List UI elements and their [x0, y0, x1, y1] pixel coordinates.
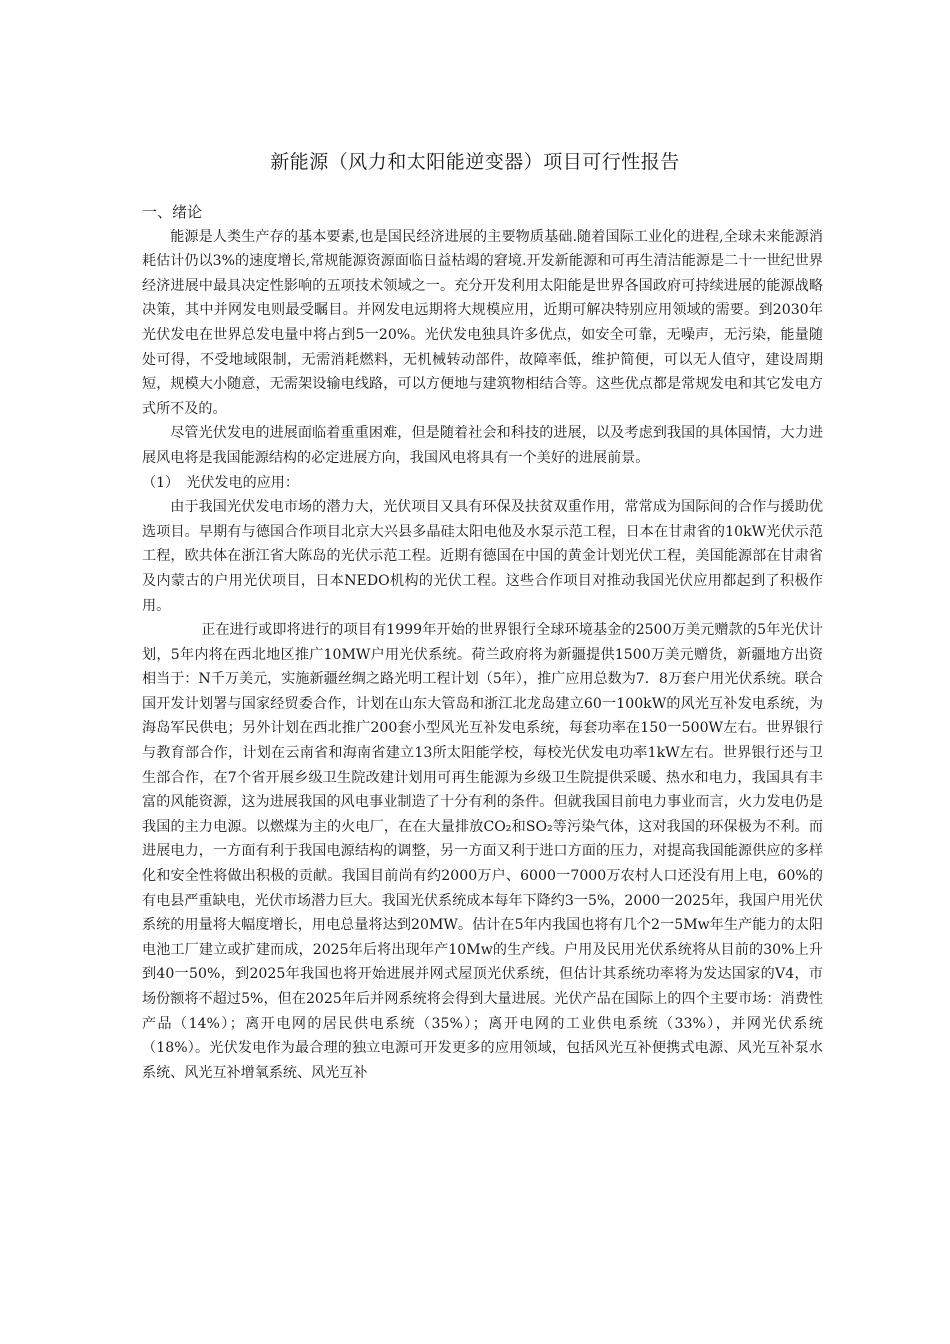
paragraph-projects: 正在进行或即将进行的项目有1999年开始的世界银行全球环境基金的2500万美元赠款的5年光伏计划，5年内将在西北地区推广10MW户用光伏系统。荷兰政府将为新疆提供1500万美元赠货，新疆地方出资相当于：N千万美元，实施新疆丝绸之路光明工程计划（5年），推广应用总数为7．8万套户用光伏系统。联合国开发计划署与国家经贸委合作，计划在山东大管岛和浙江北龙岛建立60一100kW的风光互补发电系统，为海岛军民供电；另外计划在西北推广200套小型风光互补发电系统，每套功率在150一500W左右。世界银行与教育部合作，计划在云南省和海南省建立13所太阳能学校，每校光伏发电功率1kW左右。世界银行还与卫生部合作，在7个省开展乡级卫生院改建计划用可再生能源为乡级卫生院提供采暖、热水和电力，我国具有丰富的风能资源，这为进展我国的风电事业制造了十分有利的条件。但就我国目前电力事业而言，火力发电仍是我国的主力电源。以燃煤为主的火电厂，在在大量排放CO₂和SO₂等污染气体，这对我国的环保极为不利。而进展电力，一方面有利于我国电源结构的调整，另一方面又利于进口方面的压力，对提高我国能源供应的多样化和安全性将做出积极的贡献。我国目前尚有约2000万户、6000一7000万农村人口还没有用上电，60%的有电县严重缺电，光伏市场潜力巨大。我国光伏系统成本每年下降约3一5%，2000一2025年，我国户用光伏系统的用量将大幅度增长，用电总量将达到20MW。估计在5年内我国也将有几个2一5Mw年生产能力的太阳电池工厂建立或扩建而成，2025年后将出现年产10Mw的生产线。户用及民用光伏系统将从目前的30%上升到40一50%，到2025年我国也将开始进展并网式屋顶光伏系统，但估计其系统功率将为发达国家的V4，市场份额将不超过5%，但在2025年后并网系统将会得到大量进展。光伏产品在国际上的四个主要市场：消费性产品（14%）；离开电网的居民供电系统（35%）；离开电网的工业供电系统（33%），并网光伏系统（18%）。光伏发电作为最合理的独立电源可开发更多的应用领域，包括风光互补便携式电源、风光互补泵水系统、风光互补增氧系统、风光互补 [142, 622, 823, 1081]
section-heading: 一、绪论 [142, 203, 203, 221]
paragraph-cooperation: 由于我国光伏发电市场的潜力大，光伏项目又具有环保及扶贫双重作用，常常成为国际间的合作与援助优选项目。早期有与德国合作项目北京大兴县多晶硅太阳电他及水泵示范工程，日本在甘肃省的10kW光伏示范工程，欧共体在浙江省大陈岛的光伏示范工程。近期有德国在中国的黄金计划光伏工程，美国能源部在甘肃省及内蒙古的户用光伏项目，日本NEDO机构的光伏工程。这些合作项目对推动我国光伏应用都起到了积极作用。 [142, 499, 823, 614]
paragraph-intro: 能源是人类生产存的基本要素,也是国民经济进展的主要物质基础.随着国际工业化的进程,全球未来能源消耗估计仍以3%的速度增长,常规能源资源面临日益枯竭的窘境.开发新能源和可再生清洁能源是二十一世纪世界经济进展中最具决定性影响的五项技术领域之一。充分开发利用太阳能是世界各国政府可持续进展的能源战略决策，其中并网发电则最受瞩目。并网发电远期将大规模应用，近期可解决特别应用领域的需要。到2030年光伏发电在世界总发电量中将占到5一20%。光伏发电独具许多优点，如安全可靠，无噪声，无污染，能量随处可得，不受地域限制，无需消耗燃料，无机械转动部件，故障率低，维护简便，可以无人值守，建设周期短，规模大小随意，无需架设输电线路，可以方便地与建筑物相结合等。这些优点都是常规发电和其它发电方式所不及的。 [142, 228, 823, 417]
document-title: 新能源（风力和太阳能逆变器）项目可行性报告 [270, 151, 680, 173]
document-body [142, 200, 823, 1085]
subheading-pv-application: （1） 光伏发电的应用： [142, 474, 299, 491]
paragraph-outlook: 尽管光伏发电的进展面临着重重困难，但是随着社会和科技的进展，以及考虑到我国的具体国情，大力进展风电将是我国能源结构的必定进展方向，我国风电将具有一个美好的进展前景。 [142, 425, 823, 466]
